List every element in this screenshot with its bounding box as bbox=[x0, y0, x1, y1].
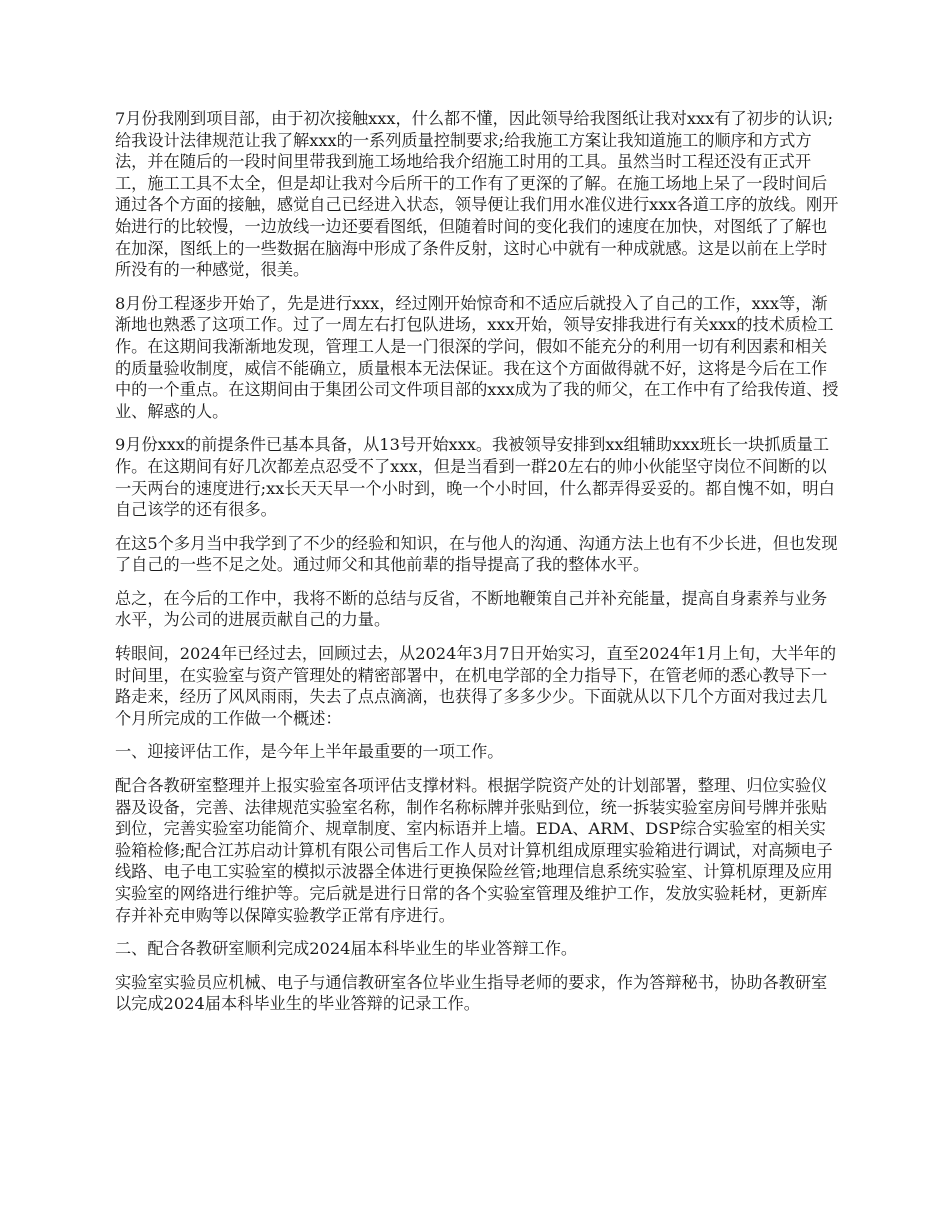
paragraph-defense-details: 实验室实验员应机械、电子与通信教研室各位毕业生指导老师的要求，作为答辩秘书，协助各教研室以完成2024届本科毕业生的毕业答辩的记录工作。 bbox=[115, 972, 828, 1014]
section-heading-evaluation: 一、迎接评估工作，是今年上半年最重要的一项工作。 bbox=[115, 742, 504, 762]
paragraph-conclusion: 总之，在今后的工作中，我将不断的总结与反省，不断地鞭策自己并补充能量，提高自身素养与业务水平，为公司的进展贡献自己的力量。 bbox=[115, 588, 828, 630]
paragraph-august: 8月份工程逐步开始了，先是进行xxx，经过刚开始惊奇和不适应后就投入了自己的工作，xxx等，渐渐地也熟悉了这项工作。过了一周左右打包队进场，xxx开始，领导安排我进行有关xxx的技术质检工作。在这期间我渐渐地发现，管理工人是一门很深的学问，假如不能充分的利用一切有利因素和相关的质量验收制度，威信不能确立，质量根本无法保证。我在这个方面做得就不好，这将是今后在工作中的一个重点。在这期间由于集团公司文件项目部的xxx成为了我的师父，在工作中有了给我传道、授业、解惑的人。 bbox=[115, 293, 839, 421]
document-page bbox=[115, 108, 841, 1027]
paragraph-summary-gains: 在这5个多月当中我学到了不少的经验和知识，在与他人的沟通、沟通方法上也有不少长进，但也发现了自己的一些不足之处。通过师父和其他前辈的指导提高了我的整体水平。 bbox=[115, 533, 838, 575]
paragraph-year-review: 转眼间，2024年已经过去，回顾过去，从2024年3月7日开始实习，直至2024年1月上旬，大半年的时间里，在实验室与资产管理处的精密部署中，在机电学部的全力指导下，在管老师的悉心教导下一路走来，经历了风风雨雨，失去了点点滴滴，也获得了多多少少。下面就从以下几个方面对我过去几个月所完成的工作做一个概述： bbox=[115, 644, 837, 728]
section-heading-defense: 二、配合各教研室顺利完成2024届本科毕业生的毕业答辩工作。 bbox=[115, 939, 578, 959]
paragraph-evaluation-details: 配合各教研室整理并上报实验室各项评估支撑材料。根据学院资产处的计划部署，整理、归位实验仪器及设备，完善、法律规范实验室名称，制作名称标牌并张贴到位，统一拆装实验室房间号牌并张贴到位，完善实验室功能简介、规章制度、室内标语并上墙。EDA、ARM、DSP综合实验室的相关实验箱检修;配合江苏启动计算机有限公司售后工作人员对计算机组成原理实验箱进行调试，对高频电子线路、电子电工实验室的模拟示波器全体进行更换保险丝管;地理信息系统实验室、计算机原理及应用实验室的网络进行维护等。完后就是进行日常的各个实验室管理及维护工作，发放实验耗材，更新库存并补充申购等以保障实验教学正常有序进行。 bbox=[115, 776, 833, 925]
paragraph-september: 9月份xxx的前提条件已基本具备，从13号开始xxx。我被领导安排到xx组辅助xxx班长一块抓质量工作。在这期间有好几次都差点忍受不了xxx，但是当看到一群20左右的帅小伙能坚守岗位不间断的以一天两台的速度进行;xx长天天早一个小时到，晚一个小时回，什么都弄得妥妥的。都自愧不如，明白自己该学的还有很多。 bbox=[115, 435, 835, 520]
paragraph-july: 7月份我刚到项目部，由于初次接触xxx，什么都不懂，因此领导给我图纸让我对xxx有了初步的认识;给我设计法律规范让我了解xxx的一系列质量控制要求;给我施工方案让我知道施工的顺序和方式方法，并在随后的一段时间里带我到施工场地给我介绍施工时用的工具。虽然当时工程还没有正式开工，施工工具不太全，但是却让我对今后所干的工作有了更深的了解。在施工场地上呆了一段时间后通过各个方面的接触，感觉自己已经进入状态，领导便让我们用水准仪进行xxx各道工序的放线。刚开始进行的比较慢，一边放线一边还要看图纸，但随着时间的变化我们的速度在加快，对图纸了了解也在加深，图纸上的一些数据在脑海中形成了条件反射，这时心中就有一种成就感。这是以前在上学时所没有的一种感觉，很美。 bbox=[115, 109, 839, 280]
